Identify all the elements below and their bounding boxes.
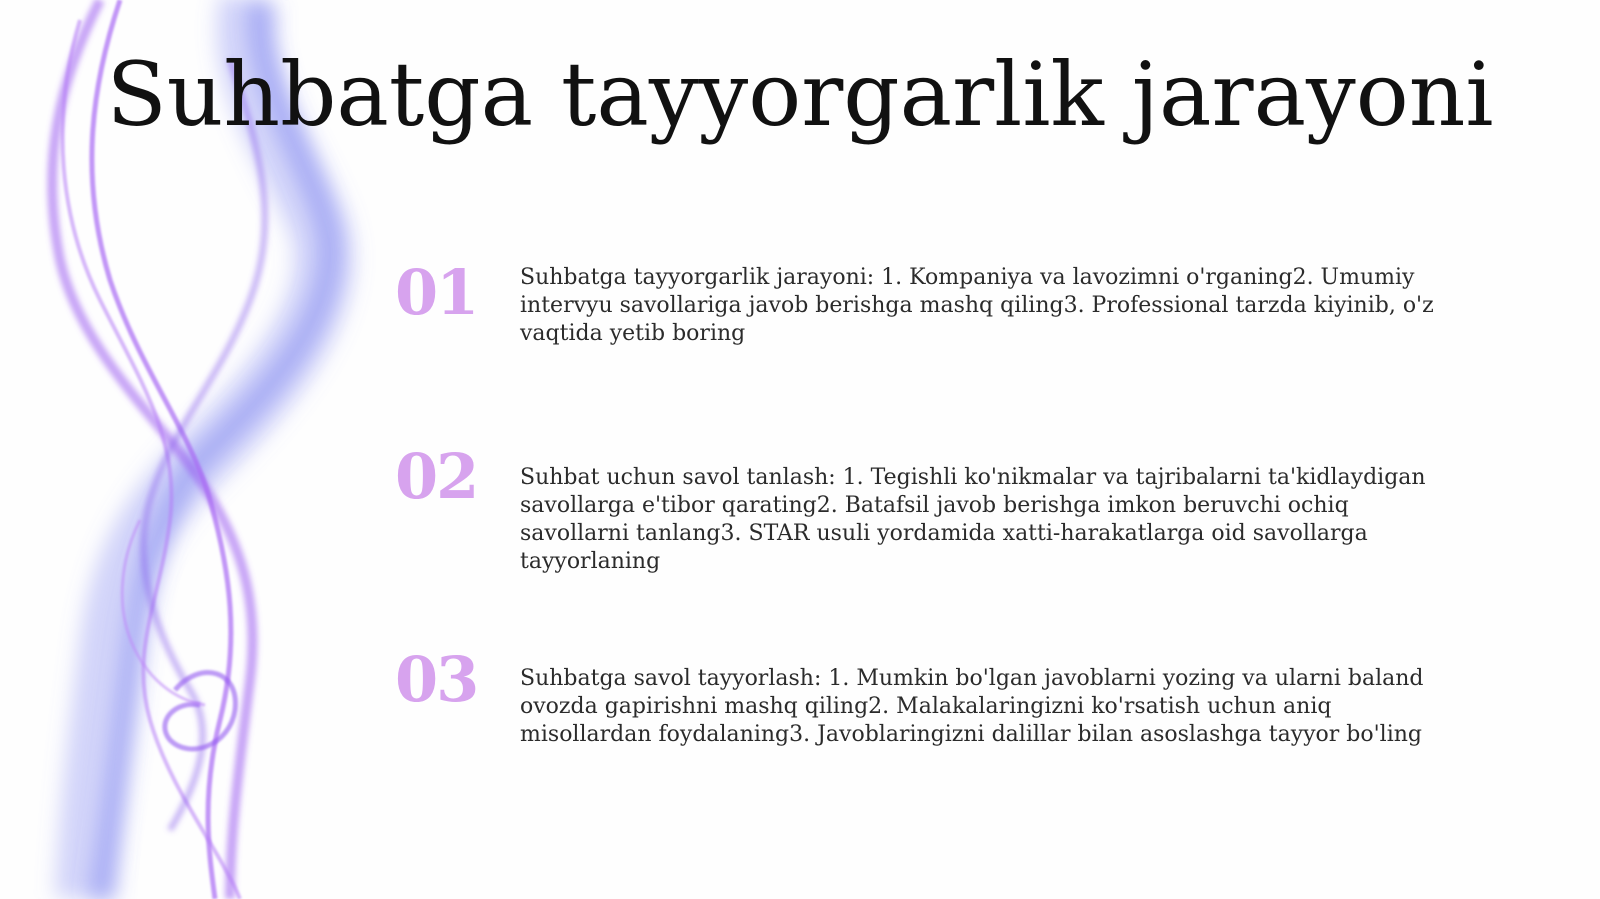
slide-title: Suhbatga tayyorgarlik jarayoni bbox=[106, 43, 1494, 146]
step-number: 03 bbox=[395, 643, 478, 716]
step-text: Suhbat uchun savol tanlash: 1. Tegishli ko'nikmalar va tajribalarni ta'kidlaydigan savollarga e'tibor qarating2. Batafsil javob berishga imkon beruvchi ochiq savollarni tanlang3. STAR usuli yordamida xatti-harakatlarga oid savollarga tayyorlaning bbox=[520, 465, 1426, 574]
step-text: Suhbatga tayyorgarlik jarayoni: 1. Kompaniya va lavozimni o'rganing2. Umumiy intervyu savollariga javob berishga mashq qiling3. Professional tarzda kiyinib, o'z vaqtida yetib boring bbox=[520, 265, 1434, 346]
step-number: 01 bbox=[395, 256, 478, 329]
step-text: Suhbatga savol tayyorlash: 1. Mumkin bo'lgan javoblarni yozing va ularni baland ovozda gapirishni mashq qiling2. Malakalaringizni ko'rsatish uchun aniq misollardan foydalaning3. Javoblaringizni dalillar bilan asoslashga tayyor bo'ling bbox=[520, 666, 1424, 747]
step-number: 02 bbox=[395, 440, 478, 513]
